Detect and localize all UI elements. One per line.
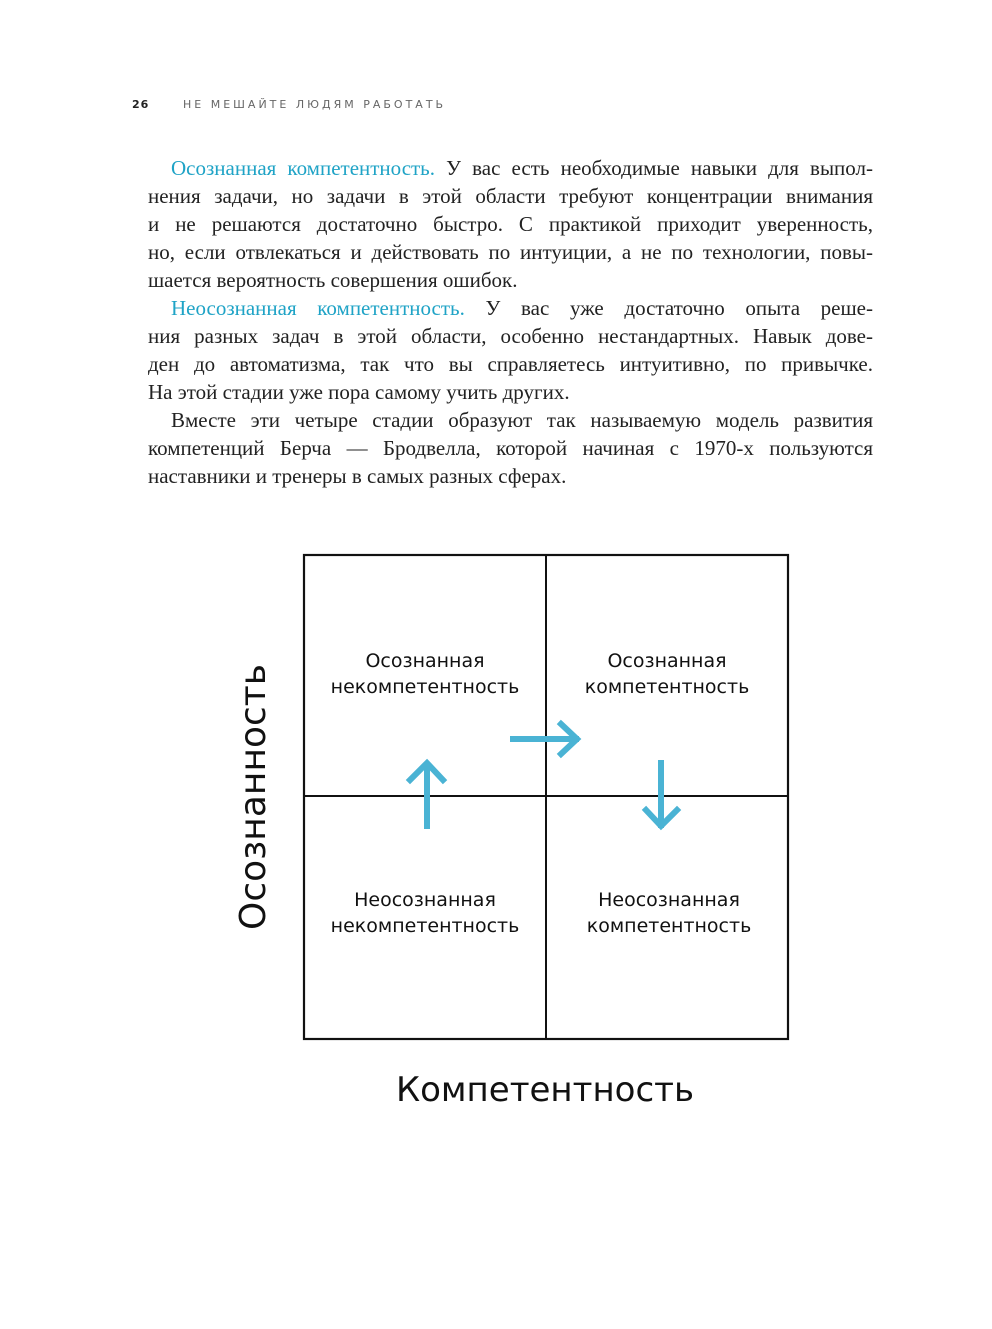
paragraph-model-summary: Вместе эти четыре стадии образуют так называемую модель развития компетенций Берча — Бродвелла, которой начиная с 1970-х пользуются наставники и тренеры в самых разных сферах. [148,408,873,488]
paragraph-conscious-competence: Осознанная компетентность. У вас есть необходимые навыки для выпол- нения задачи, но задачи в этой области требуют концентрации внимания и не решаются достаточно быстро. С практикой приходит уверенность, но, если отвлекаться и действовать по интуиции, а не по технологии, повы- шается вероятность совершения ошибок. [148,156,873,292]
quadrant-top-right-line2: компетентность [584,676,750,698]
term-conscious-competence: Осознанная компетентность. [171,156,436,180]
arrow-down-icon [646,763,677,826]
running-title: НЕ МЕШАЙТЕ ЛЮДЯМ РАБОТАТЬ [183,98,447,111]
quadrant-top-left-line1: Осознанная [365,650,485,672]
arrow-up-icon [410,763,443,826]
quadrant-bottom-left-line2: некомпетентность [330,915,520,937]
term-unconscious-competence: Неосознанная компетентность. [171,296,465,320]
quadrant-top-right-line1: Осознанная [607,650,727,672]
x-axis-label: Компетентность [395,1070,695,1110]
page-number: 26 [132,98,150,111]
quadrant-top-left-line2: некомпетентность [330,676,520,698]
y-axis-label: Осознанность [233,664,274,930]
quadrant-bottom-left-line1: Неосознанная [354,889,496,911]
quadrant-bottom-right-line1: Неосознанная [598,889,740,911]
quadrant-bottom-right-line2: компетентность [586,915,752,937]
paragraph-unconscious-competence: Неосознанная компетентность. У вас уже достаточно опыта реше- ния разных задач в этой области, особенно нестандартных. Навык дове- ден до автоматизма, так что вы справляетесь интуитивно, по привычке. На этой стадии уже пора самому учить других. [148,296,873,404]
